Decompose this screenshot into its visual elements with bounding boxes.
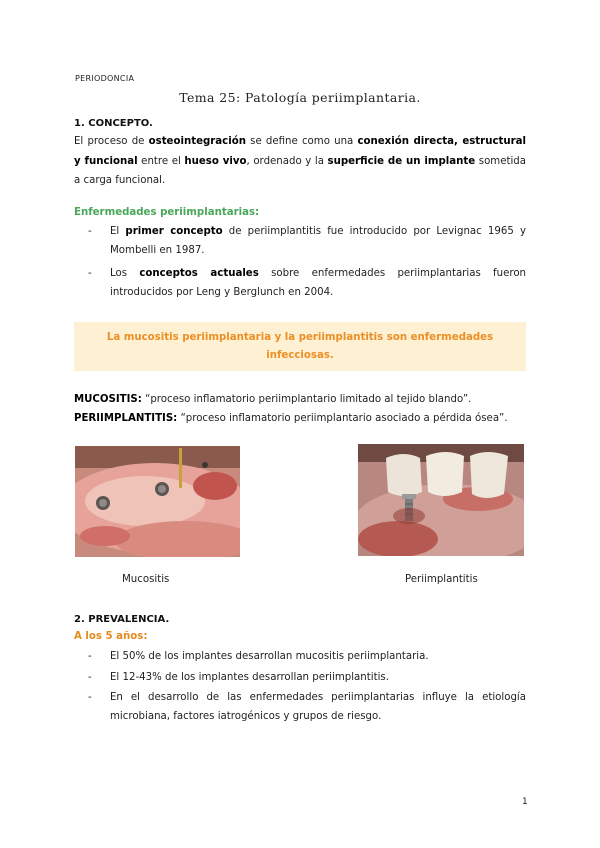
- section-prevalencia-heading: 2. PREVALENCIA.: [74, 614, 170, 625]
- mucositis-image: [75, 446, 240, 557]
- page-number: 1: [522, 797, 528, 807]
- prevalencia-list: [88, 648, 526, 726]
- concepto-paragraph: El proceso de osteointegración se define como una conexión directa, estructural y funcional entre el hueso vivo, ordenado y la superficie de un implante sometida a carga funcional.: [74, 136, 527, 186]
- periimplantitis-photo: [358, 444, 524, 556]
- enfermedades-heading: Enfermedades periimplantarias:: [74, 207, 260, 218]
- list-item: - El primer concepto de periimplantitis fue introducido por Levignac 1965 y Mombelli en 1987.: [88, 226, 526, 256]
- mucositis-photo: [75, 446, 240, 557]
- periimplantitis-image: [358, 444, 524, 556]
- definition-mucositis: MUCOSITIS: “proceso inflamatorio periimplantario limitado al tejido blando”.: [74, 394, 472, 405]
- section-concepto-heading: 1. CONCEPTO.: [74, 118, 153, 129]
- prevalencia-subheading: A los 5 años:: [74, 631, 148, 642]
- highlight-text: La mucositis periimplantaria y la periimplantitis son enfermedades infecciosas.: [106, 332, 494, 361]
- list-item: - Los conceptos actuales sobre enfermedades periimplantarias fueron introducidos por Leng y Berglunch en 2004.: [88, 268, 527, 298]
- enfermedades-list: [88, 223, 526, 302]
- page-header: PERIODONCIA: [75, 74, 135, 83]
- definition-periimplantitis: PERIIMPLANTITIS: “proceso inflamatorio periimplantario asociado a pérdida ósea”.: [74, 413, 508, 424]
- list-item: - El 12-43% de los implantes desarrollan periimplantitis.: [88, 671, 389, 683]
- page-title: Tema 25: Patología periimplantaria.: [179, 90, 421, 105]
- mucositis-caption: Mucositis: [122, 574, 170, 585]
- list-item: - El 50% de los implantes desarrollan mucositis periimplantaria.: [88, 651, 429, 662]
- highlight-box: [74, 322, 526, 371]
- periimplantitis-caption: Periimplantitis: [405, 574, 478, 585]
- list-item: - En el desarrollo de las enfermedades periimplantarias influye la etiología microbiana, factores iatrogénicos y grupos de riesgo.: [88, 692, 526, 722]
